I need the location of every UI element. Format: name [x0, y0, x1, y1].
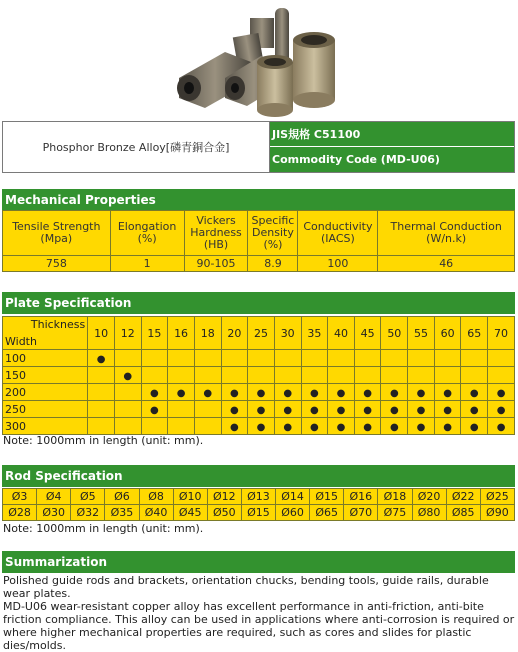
plate-cell [88, 418, 115, 435]
plate-cell [168, 384, 195, 401]
availability-dot: ● [496, 421, 506, 433]
rod-diameter: Ø18 [378, 489, 412, 505]
plate-cell [88, 350, 115, 367]
product-image [165, 0, 345, 118]
plate-cell [168, 401, 195, 418]
plate-row [3, 384, 515, 401]
plate-cell [381, 401, 408, 418]
plate-cell [408, 350, 435, 367]
plate-cell [141, 384, 168, 401]
plate-cell [248, 418, 275, 435]
availability-dot: ● [363, 387, 373, 399]
plate-cell [221, 418, 248, 435]
plate-cell [434, 384, 461, 401]
rod-diameter: Ø65 [310, 505, 344, 521]
thickness-16: 16 [168, 317, 195, 350]
rod-diameter: Ø20 [412, 489, 446, 505]
rod-diameter: Ø3 [3, 489, 37, 505]
thickness-18: 18 [194, 317, 221, 350]
plate-width-200: 200 [3, 384, 88, 401]
rod-diameter: Ø70 [344, 505, 378, 521]
mech-value-2: 90-105 [184, 256, 248, 272]
plate-row [3, 418, 515, 435]
rod-diameter: Ø5 [71, 489, 105, 505]
section-title-plate: Plate Specification [2, 292, 515, 314]
plate-cell [354, 401, 381, 418]
plate-row [3, 350, 515, 367]
plate-cell [141, 401, 168, 418]
availability-dot: ● [309, 404, 319, 416]
mech-value-5: 46 [378, 256, 515, 272]
plate-cell [248, 350, 275, 367]
plate-cell [381, 367, 408, 384]
plate-cell [114, 384, 141, 401]
availability-dot: ● [283, 421, 293, 433]
availability-dot: ● [363, 421, 373, 433]
mech-value-1: 1 [110, 256, 184, 272]
plate-cell [114, 418, 141, 435]
availability-dot: ● [283, 387, 293, 399]
availability-dot: ● [363, 404, 373, 416]
rod-diameter: Ø4 [37, 489, 71, 505]
plate-cell [488, 384, 515, 401]
availability-dot: ● [496, 387, 506, 399]
rod-diameter: Ø60 [276, 505, 310, 521]
plate-cell [194, 384, 221, 401]
availability-dot: ● [150, 404, 159, 416]
plate-cell [194, 418, 221, 435]
plate-cell [221, 350, 248, 367]
plate-cell [274, 401, 301, 418]
thickness-45: 45 [354, 317, 381, 350]
thickness-10: 10 [88, 317, 115, 350]
plate-cell [381, 418, 408, 435]
availability-dot: ● [416, 387, 426, 399]
width-label: Width [5, 335, 37, 348]
plate-width-250: 250 [3, 401, 88, 418]
plate-cell [301, 367, 328, 384]
plate-cell [114, 401, 141, 418]
plate-cell [274, 350, 301, 367]
plate-cell [248, 367, 275, 384]
thickness-40: 40 [328, 317, 355, 350]
availability-dot: ● [176, 387, 186, 399]
jis-standard: JIS規格 C51100 [270, 122, 514, 147]
plate-cell [248, 401, 275, 418]
plate-cell [168, 367, 195, 384]
rod-diameter: Ø12 [207, 489, 241, 505]
plate-cell [221, 401, 248, 418]
plate-cell [221, 367, 248, 384]
thickness-60: 60 [434, 317, 461, 350]
plate-cell [354, 350, 381, 367]
mech-value-3: 8.9 [248, 256, 298, 272]
rod-diameter: Ø35 [105, 505, 139, 521]
thickness-15: 15 [141, 317, 168, 350]
plate-cell [274, 384, 301, 401]
plate-cell [274, 418, 301, 435]
plate-cell [301, 384, 328, 401]
availability-dot: ● [150, 387, 159, 399]
plate-cell [461, 367, 488, 384]
rod-diameter: Ø28 [3, 505, 37, 521]
rod-diameter: Ø40 [139, 505, 173, 521]
availability-dot: ● [336, 387, 346, 399]
availability-dot: ● [443, 404, 452, 416]
mech-value-4: 100 [298, 256, 378, 272]
plate-cell [141, 367, 168, 384]
availability-dot: ● [283, 404, 293, 416]
summary-paragraph-1: Polished guide rods and brackets, orientation chucks, bending tools, guide rails, durable wear plates. [3, 574, 489, 600]
plate-cell [461, 384, 488, 401]
plate-cell [408, 384, 435, 401]
rod-diameter: Ø75 [378, 505, 412, 521]
plate-cell [488, 367, 515, 384]
rod-diameter: Ø6 [105, 489, 139, 505]
plate-cell [328, 367, 355, 384]
plate-cell [488, 350, 515, 367]
availability-dot: ● [256, 387, 266, 399]
plate-cell [381, 384, 408, 401]
availability-dot: ● [416, 421, 426, 433]
availability-dot: ● [230, 421, 239, 433]
thickness-70: 70 [488, 317, 515, 350]
rod-diameter: Ø45 [173, 505, 207, 521]
product-name: Phosphor Bronze Alloy[磷青銅合金] [3, 122, 270, 172]
rod-diameter: Ø15 [241, 505, 275, 521]
section-title-rod: Rod Specification [2, 465, 515, 487]
rod-diameter: Ø30 [37, 505, 71, 521]
plate-cell [194, 401, 221, 418]
thickness-20: 20 [221, 317, 248, 350]
rod-note: Note: 1000mm in length (unit: mm). [3, 522, 204, 535]
rod-diameter: Ø13 [241, 489, 275, 505]
plate-cell [248, 384, 275, 401]
availability-dot: ● [309, 421, 319, 433]
availability-dot: ● [256, 404, 266, 416]
plate-cell [114, 350, 141, 367]
plate-cell [301, 350, 328, 367]
plate-cell [221, 384, 248, 401]
rod-diameter: Ø32 [71, 505, 105, 521]
rod-diameter: Ø14 [276, 489, 310, 505]
thickness-30: 30 [274, 317, 301, 350]
availability-dot: ● [443, 387, 452, 399]
mech-header-4: Conductivity (IACS) [298, 211, 378, 256]
rod-diameter: Ø8 [139, 489, 173, 505]
availability-dot: ● [469, 404, 479, 416]
plate-cell [354, 367, 381, 384]
plate-cell [328, 384, 355, 401]
plate-cell [328, 418, 355, 435]
plate-cell [354, 384, 381, 401]
availability-dot: ● [309, 387, 319, 399]
thickness-50: 50 [381, 317, 408, 350]
rod-diameter: Ø85 [446, 505, 480, 521]
mech-value-0: 758 [3, 256, 111, 272]
thickness-12: 12 [114, 317, 141, 350]
plate-cell [408, 401, 435, 418]
rod-diameter: Ø90 [480, 505, 514, 521]
availability-dot: ● [203, 387, 213, 399]
availability-dot: ● [389, 387, 399, 399]
plate-row [3, 367, 515, 384]
availability-dot: ● [230, 387, 239, 399]
summary-paragraph-2: MD-U06 wear-resistant copper alloy has excellent performance in anti-friction, anti-bite friction compliance. This alloy can be used in applications where anti-corrosion is required or where higher mechanical properties are required, such as cores and slides for plastic dies/molds. [3, 600, 515, 652]
plate-cell [461, 350, 488, 367]
availability-dot: ● [469, 387, 479, 399]
availability-dot: ● [336, 421, 346, 433]
plate-cell [141, 418, 168, 435]
availability-dot: ● [416, 404, 426, 416]
plate-cell [88, 384, 115, 401]
thickness-65: 65 [461, 317, 488, 350]
rod-table [2, 488, 515, 521]
availability-dot: ● [469, 421, 479, 433]
thickness-55: 55 [408, 317, 435, 350]
plate-cell [274, 367, 301, 384]
plate-cell [194, 367, 221, 384]
plate-cell [328, 401, 355, 418]
plate-cell [114, 367, 141, 384]
mech-header-2: Vickers Hardness (HB) [184, 211, 248, 256]
thickness-25: 25 [248, 317, 275, 350]
availability-dot: ● [123, 370, 133, 382]
rod-diameter: Ø16 [344, 489, 378, 505]
availability-dot: ● [389, 421, 399, 433]
plate-cell [141, 350, 168, 367]
plate-width-300: 300 [3, 418, 88, 435]
availability-dot: ● [230, 404, 239, 416]
plate-cell [434, 401, 461, 418]
thickness-label: Thickness [30, 318, 86, 331]
plate-note: Note: 1000mm in length (unit: mm). [3, 434, 204, 447]
rod-diameter: Ø25 [480, 489, 514, 505]
availability-dot: ● [443, 421, 452, 433]
plate-cell [354, 418, 381, 435]
availability-dot: ● [336, 404, 346, 416]
mech-header-3: Specific Density (%) [248, 211, 298, 256]
plate-cell [488, 401, 515, 418]
rod-diameter: Ø50 [207, 505, 241, 521]
plate-cell [328, 350, 355, 367]
product-header [2, 121, 515, 173]
section-title-mechanical: Mechanical Properties [2, 189, 515, 211]
plate-cell [88, 401, 115, 418]
plate-cell [461, 418, 488, 435]
availability-dot: ● [496, 404, 506, 416]
plate-table [2, 316, 515, 435]
plate-cell [301, 418, 328, 435]
rod-row-1 [3, 489, 515, 505]
plate-cell [381, 350, 408, 367]
plate-row [3, 401, 515, 418]
plate-width-100: 100 [3, 350, 88, 367]
mech-header-1: Elongation (%) [110, 211, 184, 256]
commodity-code: Commodity Code (MD-U06) [270, 147, 514, 172]
rod-diameter: Ø15 [310, 489, 344, 505]
mech-header-5: Thermal Conduction (W/n.k) [378, 211, 515, 256]
availability-dot: ● [389, 404, 399, 416]
section-title-summary: Summarization [2, 551, 515, 573]
plate-cell [434, 418, 461, 435]
plate-cell [488, 418, 515, 435]
plate-cell [434, 367, 461, 384]
plate-cell [408, 418, 435, 435]
thickness-35: 35 [301, 317, 328, 350]
rod-row-2 [3, 505, 515, 521]
rod-diameter: Ø80 [412, 505, 446, 521]
plate-cell [434, 350, 461, 367]
availability-dot: ● [96, 353, 106, 365]
plate-width-150: 150 [3, 367, 88, 384]
mechanical-table [2, 210, 515, 272]
plate-cell [461, 401, 488, 418]
thickness-width-corner [3, 317, 88, 350]
plate-cell [168, 350, 195, 367]
availability-dot: ● [256, 421, 266, 433]
plate-cell [88, 367, 115, 384]
mech-header-0: Tensile Strength (Mpa) [3, 211, 111, 256]
plate-cell [194, 350, 221, 367]
rod-diameter: Ø22 [446, 489, 480, 505]
rod-diameter: Ø10 [173, 489, 207, 505]
plate-cell [408, 367, 435, 384]
plate-cell [301, 401, 328, 418]
plate-cell [168, 418, 195, 435]
